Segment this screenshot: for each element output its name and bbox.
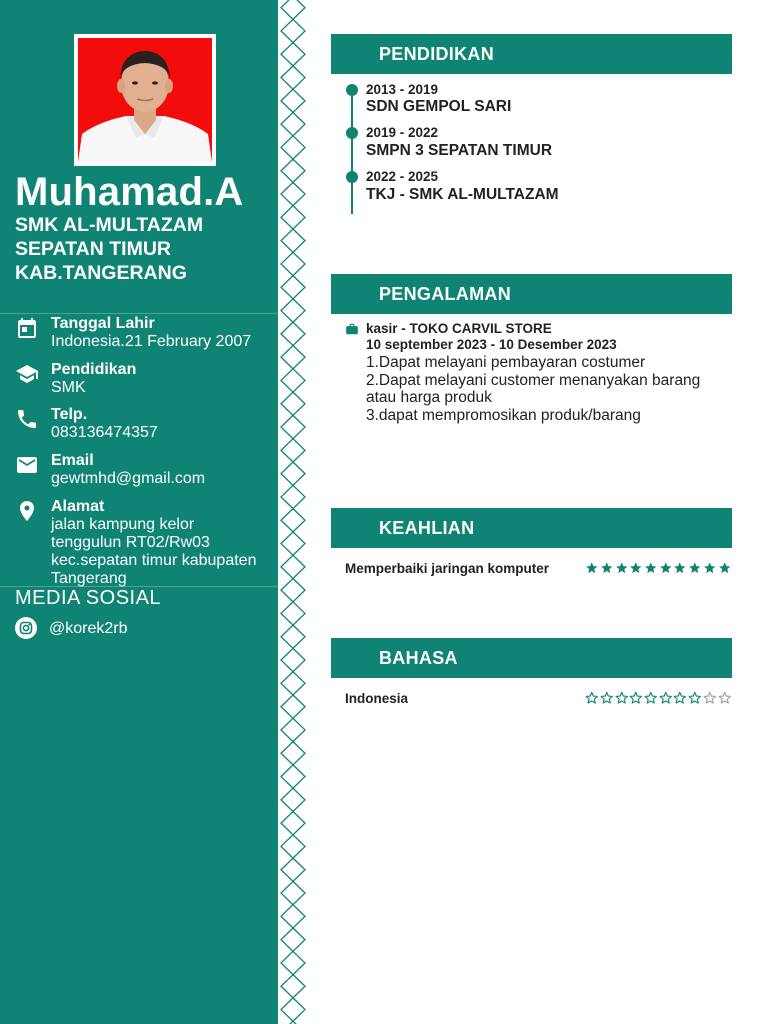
profile-name: Muhamad.A xyxy=(15,170,244,214)
star-filled-icon xyxy=(615,691,629,705)
section-skills-header xyxy=(331,508,732,548)
section-title: KEAHLIAN xyxy=(379,518,475,538)
address-line: kec.sepatan timur kabupaten xyxy=(51,552,257,569)
profile-school xyxy=(15,213,203,285)
star-filled-icon xyxy=(659,561,673,575)
language-rating xyxy=(585,691,731,707)
education-years: 2019 - 2022 xyxy=(366,125,439,140)
duty-line: 2.Dapat melayani customer menanyakan barang xyxy=(366,371,701,389)
profile-photo-frame xyxy=(74,34,216,166)
school-line: KAB.TANGERANG xyxy=(15,262,187,284)
location-pin-icon xyxy=(15,499,41,521)
star-filled-icon xyxy=(615,561,629,575)
section-education-header xyxy=(331,34,732,74)
star-empty-icon xyxy=(718,691,732,705)
star-filled-icon xyxy=(688,561,702,575)
language-label: Indonesia xyxy=(345,691,409,706)
star-filled-icon xyxy=(585,561,599,575)
star-filled-icon xyxy=(673,561,687,575)
section-title: BAHASA xyxy=(379,648,458,668)
briefcase-icon xyxy=(345,322,359,336)
education-years: 2022 - 2025 xyxy=(366,169,439,184)
star-empty-icon xyxy=(703,691,717,705)
education-school: SMPN 3 SEPATAN TIMUR xyxy=(366,142,553,159)
language-row xyxy=(345,691,735,711)
section-experience-header xyxy=(331,274,732,314)
duty-line: atau harga produk xyxy=(366,389,492,406)
profile-photo xyxy=(78,38,212,162)
info-label: Email xyxy=(51,452,94,469)
skill-label: Memperbaiki jaringan komputer xyxy=(345,561,550,576)
graduation-cap-icon xyxy=(15,362,41,384)
timeline-dot xyxy=(346,127,358,139)
education-school: SDN GEMPOL SARI xyxy=(366,98,512,115)
diamond-chain-path xyxy=(281,0,305,1024)
section-languages-header xyxy=(331,638,732,678)
envelope-icon xyxy=(15,453,41,475)
experience-duties xyxy=(366,354,736,424)
star-filled-icon xyxy=(688,691,702,705)
info-value: Indonesia.21 February 2007 xyxy=(51,333,252,350)
timeline-dot xyxy=(346,84,358,96)
section-title: PENDIDIKAN xyxy=(379,44,495,64)
skill-rating xyxy=(585,561,731,577)
school-line: SEPATAN TIMUR xyxy=(15,238,171,260)
sidebar xyxy=(0,0,278,1024)
star-filled-icon xyxy=(629,691,643,705)
star-filled-icon xyxy=(629,561,643,575)
social-media-title: MEDIA SOSIAL xyxy=(15,587,162,609)
timeline-dot xyxy=(346,171,358,183)
star-filled-icon xyxy=(600,561,614,575)
star-filled-icon xyxy=(703,561,717,575)
section-title: PENGALAMAN xyxy=(379,284,511,304)
phone-icon xyxy=(15,407,41,429)
education-timeline xyxy=(351,86,353,214)
star-filled-icon xyxy=(644,691,658,705)
diamond-chain-divider xyxy=(278,0,308,1024)
duty-line: 1.Dapat melayani pembayaran costumer xyxy=(366,354,646,371)
address-line: jalan kampung kelor xyxy=(51,516,195,533)
star-filled-icon xyxy=(644,561,658,575)
education-school: TKJ - SMK AL-MULTAZAM xyxy=(366,186,559,203)
info-label: Alamat xyxy=(51,498,105,515)
experience-period: 10 september 2023 - 10 Desember 2023 xyxy=(366,337,617,352)
info-label: Pendidikan xyxy=(51,361,137,378)
info-label: Tanggal Lahir xyxy=(51,315,155,332)
instagram-handle: @korek2rb xyxy=(49,620,128,637)
info-value: 083136474357 xyxy=(51,424,158,441)
star-filled-icon xyxy=(718,561,732,575)
address-line: tenggulun RT02/Rw03 xyxy=(51,534,210,551)
star-filled-icon xyxy=(659,691,673,705)
experience-title: kasir - TOKO CARVIL STORE xyxy=(366,321,552,336)
skill-row xyxy=(345,561,735,581)
address-line: Tangerang xyxy=(51,570,127,587)
school-line: SMK AL-MULTAZAM xyxy=(15,214,204,236)
star-filled-icon xyxy=(585,691,599,705)
instagram-icon xyxy=(15,617,37,639)
education-years: 2013 - 2019 xyxy=(366,82,439,97)
calendar-icon xyxy=(15,316,41,338)
info-value: SMK xyxy=(51,379,86,396)
duty-line: 3.dapat mempromosikan produk/barang xyxy=(366,406,641,424)
info-value: gewtmhd@gmail.com xyxy=(51,470,206,487)
info-label: Telp. xyxy=(51,406,88,423)
star-filled-icon xyxy=(600,691,614,705)
social-instagram[interactable] xyxy=(15,617,265,641)
info-value xyxy=(51,516,281,588)
star-filled-icon xyxy=(673,691,687,705)
